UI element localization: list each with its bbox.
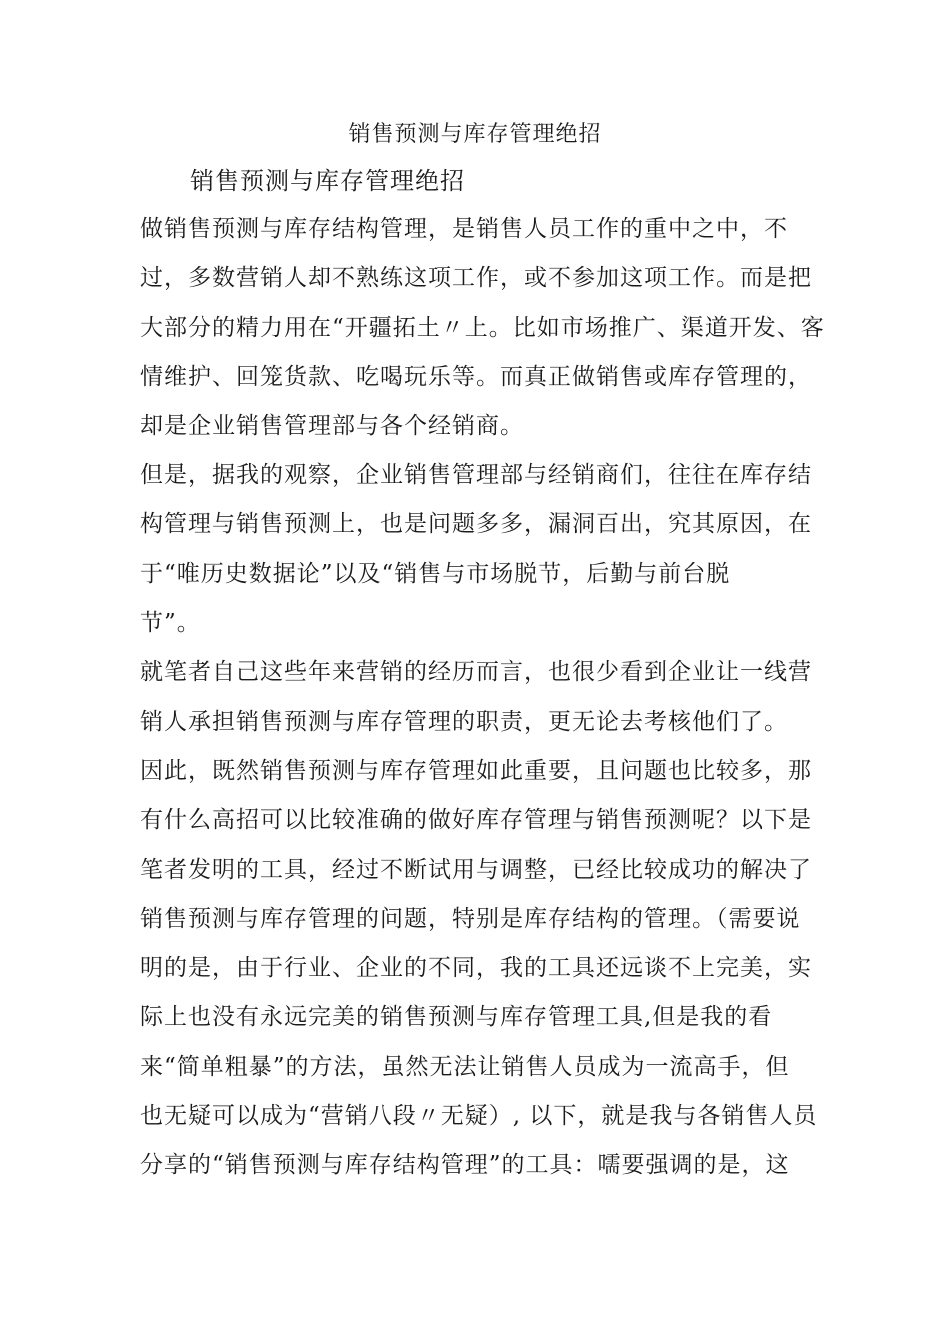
body-text-line: 也无疑可以成为“营销八段〃无疑）, 以下，就是我与各销售人员 — [140, 1103, 818, 1129]
body-text-line: 过，多数营销人却不熟练这项工作，或不参加这项工作。而是把 — [140, 265, 812, 291]
body-text-line: 节”。 — [140, 610, 201, 636]
body-text-line: 来“简单粗暴”的方法，虽然无法让销售人员成为一流高手，但 — [140, 1054, 790, 1080]
body-text-line: 笔者发明的工具，经过不断试用与调整，已经比较成功的解决了 — [140, 857, 812, 883]
body-text-line: 销售预测与库存管理的问题，特别是库存结构的管理。（需要说 — [140, 906, 801, 932]
body-text-line: 有什么高招可以比较准确的做好库存管理与销售预测呢？以下是 — [140, 807, 812, 833]
document-title: 销售预测与库存管理绝招 — [348, 122, 602, 147]
body-text-line: 明的是，由于行业、企业的不同，我的工具还远谈不上完美，实 — [140, 955, 812, 981]
body-text-line: 销人承担销售预测与库存管理的职责，更无论去考核他们了。 — [140, 709, 788, 735]
body-text-line: 但是，据我的观察，企业销售管理部与经销商们，往往在库存结 — [140, 462, 812, 488]
body-text-line: 就笔者自己这些年来营销的经历而言，也很少看到企业让一线营 — [140, 659, 812, 685]
body-text-line: 情维护、回笼货款、吃喝玩乐等。而真正做销售或库存管理的， — [140, 364, 812, 390]
body-text-line: 却是企业销售管理部与各个经销商。 — [140, 413, 524, 439]
document-subtitle: 销售预测与库存管理绝招 — [190, 167, 465, 195]
body-text-line: 做销售预测与库存结构管理，是销售人员工作的重中之中，不 — [140, 216, 788, 242]
body-text-line: 于“唯历史数据论”以及“销售与市场脱节，后勤与前台脱 — [140, 561, 731, 587]
body-text-line: 际上也没有永远完美的销售预测与库存管理工具,但是我的看 — [140, 1004, 773, 1030]
body-text-line: 构管理与销售预测上，也是问题多多，漏洞百出，究其原因，在 — [140, 511, 812, 537]
body-text-line: 分享的“销售预测与库存结构管理”的工具：嚅要强调的是，这 — [140, 1152, 790, 1178]
body-text-line: 大部分的精力用在“开疆拓土〃上。比如市场推广、渠道开发、客 — [140, 315, 825, 341]
body-text-line: 因此，既然销售预测与库存管理如此重要，且问题也比较多，那 — [140, 758, 812, 784]
